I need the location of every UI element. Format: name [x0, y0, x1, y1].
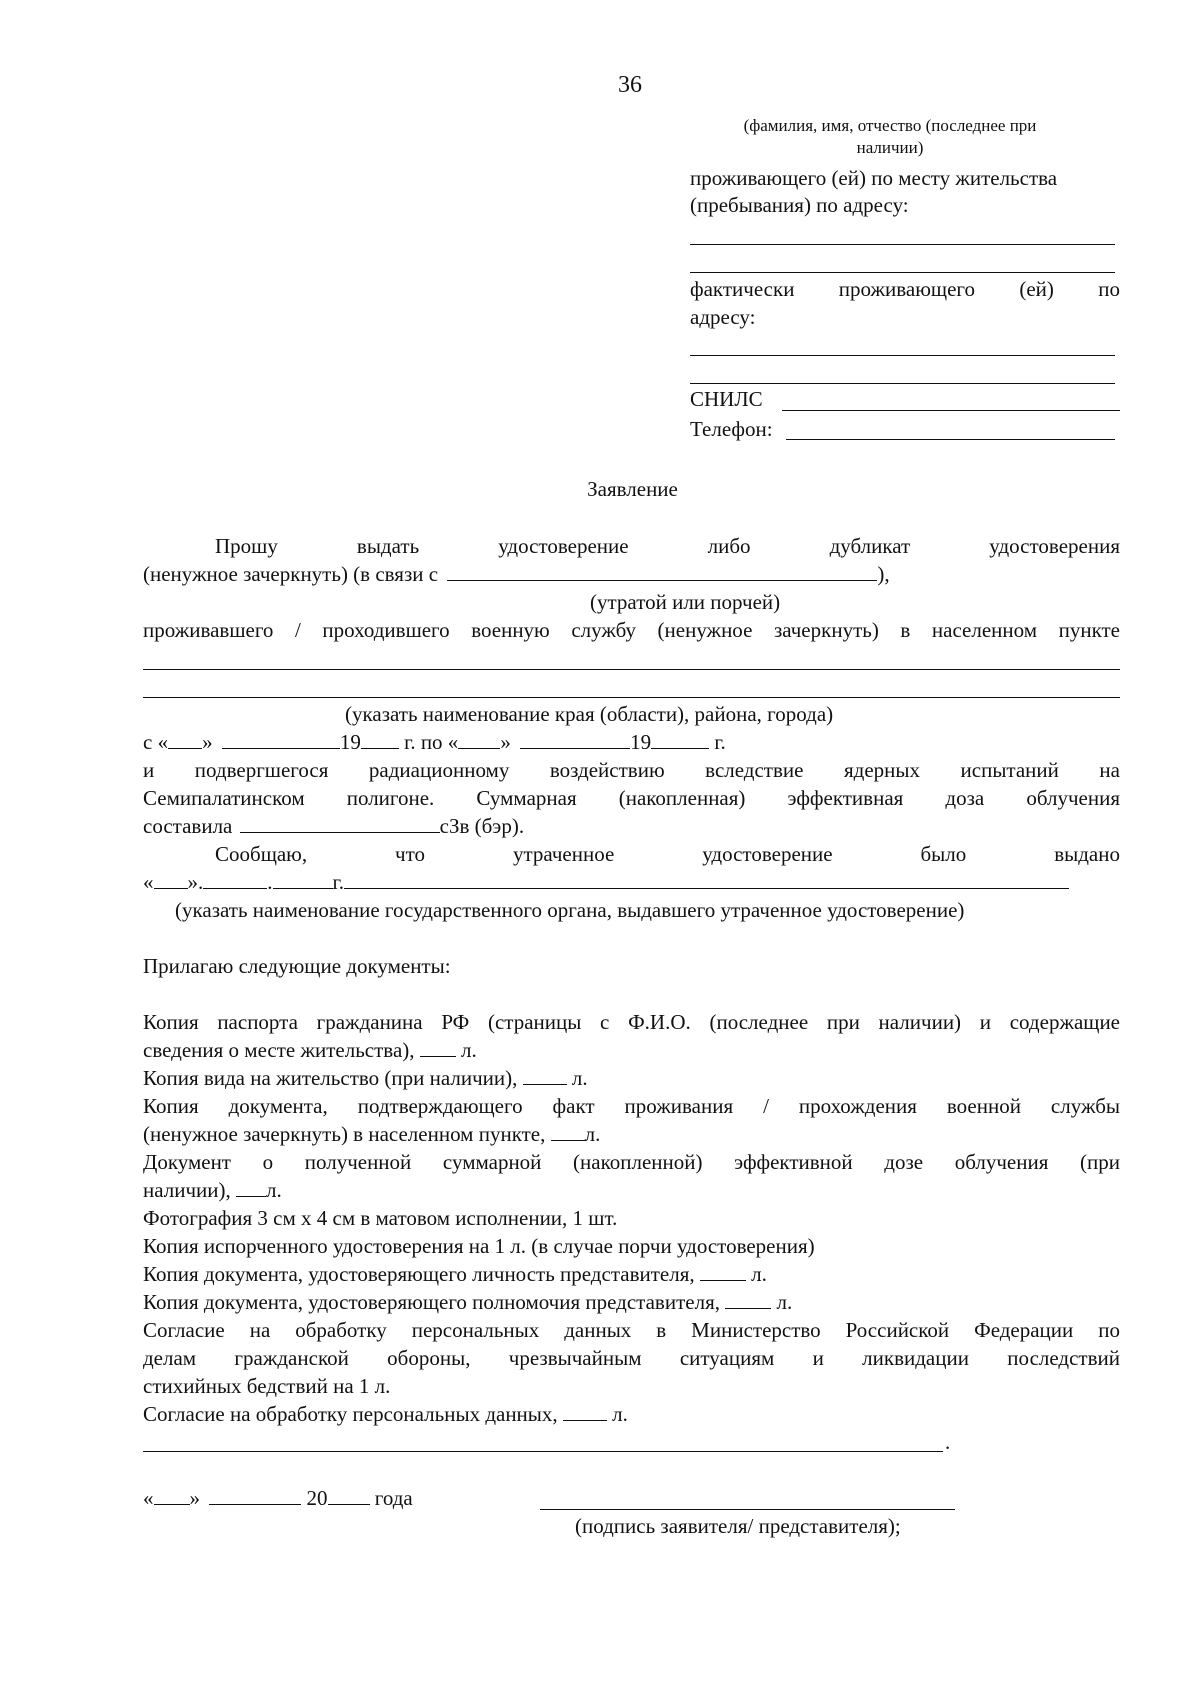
extra-documents-end: .	[945, 1430, 951, 1454]
attachment-8-text: Копия документа, удостоверяющего полномочия представителя,	[143, 1290, 720, 1314]
request-line-1	[215, 532, 1120, 560]
page-number: 36	[618, 72, 642, 98]
attachment-1-unit: л.	[461, 1038, 477, 1062]
organ-caption: (указать наименование государственного органа, выдавшего утраченное удостоверение)	[175, 898, 965, 922]
signature-year-prefix: 20	[306, 1486, 328, 1510]
issued-year-blank	[273, 868, 333, 889]
attachment-4-pages-blank	[236, 1176, 266, 1197]
signature-month-blank	[209, 1484, 301, 1505]
phone-field	[786, 439, 1115, 440]
settlement-line-2	[143, 697, 1120, 698]
attachment-10-unit: л.	[612, 1402, 628, 1426]
attachment-2-text: Копия вида на жительство (при наличии),	[143, 1066, 518, 1090]
request-line-2-text: (ненужное зачеркнуть) (в связи с	[143, 562, 439, 586]
issued-year-suffix: г.	[332, 870, 344, 894]
attachment-3-text: (ненужное зачеркнуть) в населенном пункте,	[143, 1122, 546, 1146]
attachment-3-line-2	[143, 1120, 600, 1148]
settlement-line-1	[143, 669, 1120, 670]
issued-quote-close: ».	[187, 870, 204, 894]
inform-word-6: выдано	[1054, 842, 1120, 866]
snils-label: СНИЛС	[690, 387, 763, 411]
issued-day-blank	[154, 868, 188, 889]
attachment-7-text: Копия документа, удостоверяющего личность представителя,	[143, 1262, 695, 1286]
dates-from: с «	[143, 730, 169, 754]
inform-word-3: утраченное	[512, 842, 615, 866]
attachment-4-line-1: Документ о полученной суммарной (накопленной) эффективной дозе облучения (при	[143, 1150, 1120, 1174]
day-from-blank	[168, 728, 202, 749]
exposure-line-1: и подвергшегося радиационному воздействию вследствие ядерных испытаний на	[143, 758, 1120, 782]
signature-year-word: года	[374, 1486, 413, 1510]
name-caption-line-2: наличии)	[856, 138, 924, 157]
actual-word-1: фактически	[690, 277, 795, 301]
residence-address-line-1	[690, 244, 1115, 245]
issued-dot: .	[267, 870, 273, 894]
signature-quote-open: «	[143, 1486, 154, 1510]
attachment-7-pages-blank	[700, 1260, 746, 1281]
inform-word-2: что	[395, 842, 426, 866]
request-word-6: удостоверения	[989, 534, 1120, 558]
signature-day-blank	[154, 1484, 190, 1505]
snils-field	[782, 410, 1120, 411]
attachment-10-pages-blank	[563, 1400, 607, 1421]
dates-century-2: 19	[630, 730, 652, 754]
attachment-5: Фотография 3 см х 4 см в матовом исполнении, 1 шт.	[143, 1206, 618, 1230]
request-word-4: либо	[707, 534, 751, 558]
signature-year-blank	[328, 1484, 370, 1505]
exposure-line-3	[143, 812, 524, 840]
attachment-10	[143, 1400, 628, 1428]
phone-label: Телефон:	[690, 417, 773, 441]
issued-quote-open: «	[143, 870, 154, 894]
dates-quote-2: »	[500, 730, 511, 754]
day-to-blank	[458, 728, 500, 749]
residence-address-line-2	[690, 272, 1115, 273]
attachment-9-line-1: Согласие на обработку персональных данных в Министерство Российской Федерации по	[143, 1318, 1120, 1342]
signature-caption: (подпись заявителя/ представителя);	[575, 1514, 901, 1538]
issued-date-line	[143, 868, 1069, 896]
attachments-heading: Прилагаю следующие документы:	[143, 954, 451, 978]
signature-date	[143, 1484, 413, 1512]
attachment-2-pages-blank	[523, 1064, 567, 1085]
reason-blank	[447, 560, 877, 581]
attachment-4-unit: л.	[266, 1178, 282, 1202]
attachment-6: Копия испорченного удостоверения на 1 л. (в случае порчи удостоверения)	[143, 1234, 815, 1258]
document-title: Заявление	[587, 477, 678, 501]
request-line-2	[143, 560, 890, 588]
actual-address-line-2	[690, 383, 1115, 384]
dates-year-suffix: г.	[714, 730, 726, 754]
request-word-5: дубликат	[829, 534, 911, 558]
attachment-7	[143, 1260, 767, 1288]
attachment-1-text: сведения о месте жительства),	[143, 1038, 415, 1062]
actual-word-2: проживающего	[838, 277, 975, 301]
reason-caption: (утратой или порчей)	[590, 590, 781, 614]
attachment-10-text: Согласие на обработку персональных данных,	[143, 1402, 558, 1426]
dates-century-1: 19	[339, 730, 361, 754]
attachment-9-line-2: делам гражданской обороны, чрезвычайным ситуациям и ликвидации последствий	[143, 1346, 1120, 1370]
name-caption-line-1: (фамилия, имя, отчество (последнее при	[743, 116, 1037, 135]
inform-word-1: Сообщаю,	[215, 842, 308, 866]
month-from-blank	[222, 728, 340, 749]
region-caption: (указать наименование края (области), района, города)	[345, 702, 834, 726]
actual-word-3: (ей)	[1019, 277, 1054, 301]
attachment-2	[143, 1064, 588, 1092]
exposure-line-2: Семипалатинском полигоне. Суммарная (накопленная) эффективная доза облучения	[143, 786, 1120, 810]
request-word-1: Прошу	[215, 534, 278, 558]
month-to-blank	[520, 728, 630, 749]
attachment-1-pages-blank	[420, 1036, 456, 1057]
residence-line-2: (пребывания) по адресу:	[690, 193, 909, 217]
attachment-8-pages-blank	[725, 1288, 771, 1309]
attachment-1-line-2	[143, 1036, 477, 1064]
extra-documents-line	[143, 1451, 943, 1452]
dates-line	[143, 728, 726, 756]
dose-blank	[240, 812, 440, 833]
year-to-blank	[651, 728, 709, 749]
attachment-3-unit: л.	[584, 1122, 601, 1146]
attachment-9-line-3: стихийных бедствий на 1 л.	[143, 1374, 391, 1398]
dates-quote-1: »	[202, 730, 213, 754]
attachment-8-unit: л.	[776, 1290, 793, 1314]
issuing-organ-blank	[344, 868, 1069, 889]
attachment-3-pages-blank	[551, 1120, 585, 1141]
inform-word-5: было	[920, 842, 967, 866]
residence-line-1: проживающего (ей) по месту жительства	[690, 166, 1058, 190]
attachment-1-line-1: Копия паспорта гражданина РФ (страницы с Ф.И.О. (последнее при наличии) и содержащие	[143, 1010, 1120, 1034]
actual-address-line-1	[690, 355, 1115, 356]
attachment-3-line-1: Копия документа, подтверждающего факт проживания / прохождения военной службы	[143, 1094, 1120, 1118]
attachment-2-unit: л.	[571, 1066, 588, 1090]
request-line-2-end: ),	[877, 562, 890, 586]
actual-word-4: по	[1098, 277, 1120, 301]
attachment-7-unit: л.	[751, 1262, 767, 1286]
dates-to: г. по «	[404, 730, 459, 754]
inform-word-4: удостоверение	[702, 842, 833, 866]
actual-residence-line-2: адресу:	[690, 305, 756, 329]
year-from-blank	[361, 728, 399, 749]
dose-unit: сЗв (бэр).	[439, 814, 525, 838]
attachment-4-text: наличии),	[143, 1178, 231, 1202]
inform-line	[215, 840, 1120, 868]
issued-month-blank	[203, 868, 267, 889]
attachment-8	[143, 1288, 792, 1316]
request-word-2: выдать	[356, 534, 420, 558]
lived-line: проживавшего / проходившего военную службу (ненужное зачеркнуть) в населенном пункте	[143, 618, 1120, 642]
attachment-4-line-2	[143, 1176, 282, 1204]
request-word-3: удостоверение	[498, 534, 629, 558]
actual-residence-line-1	[690, 275, 1120, 303]
signature-quote-close: »	[189, 1486, 200, 1510]
signature-line	[540, 1509, 955, 1510]
dose-label: составила	[143, 814, 233, 838]
